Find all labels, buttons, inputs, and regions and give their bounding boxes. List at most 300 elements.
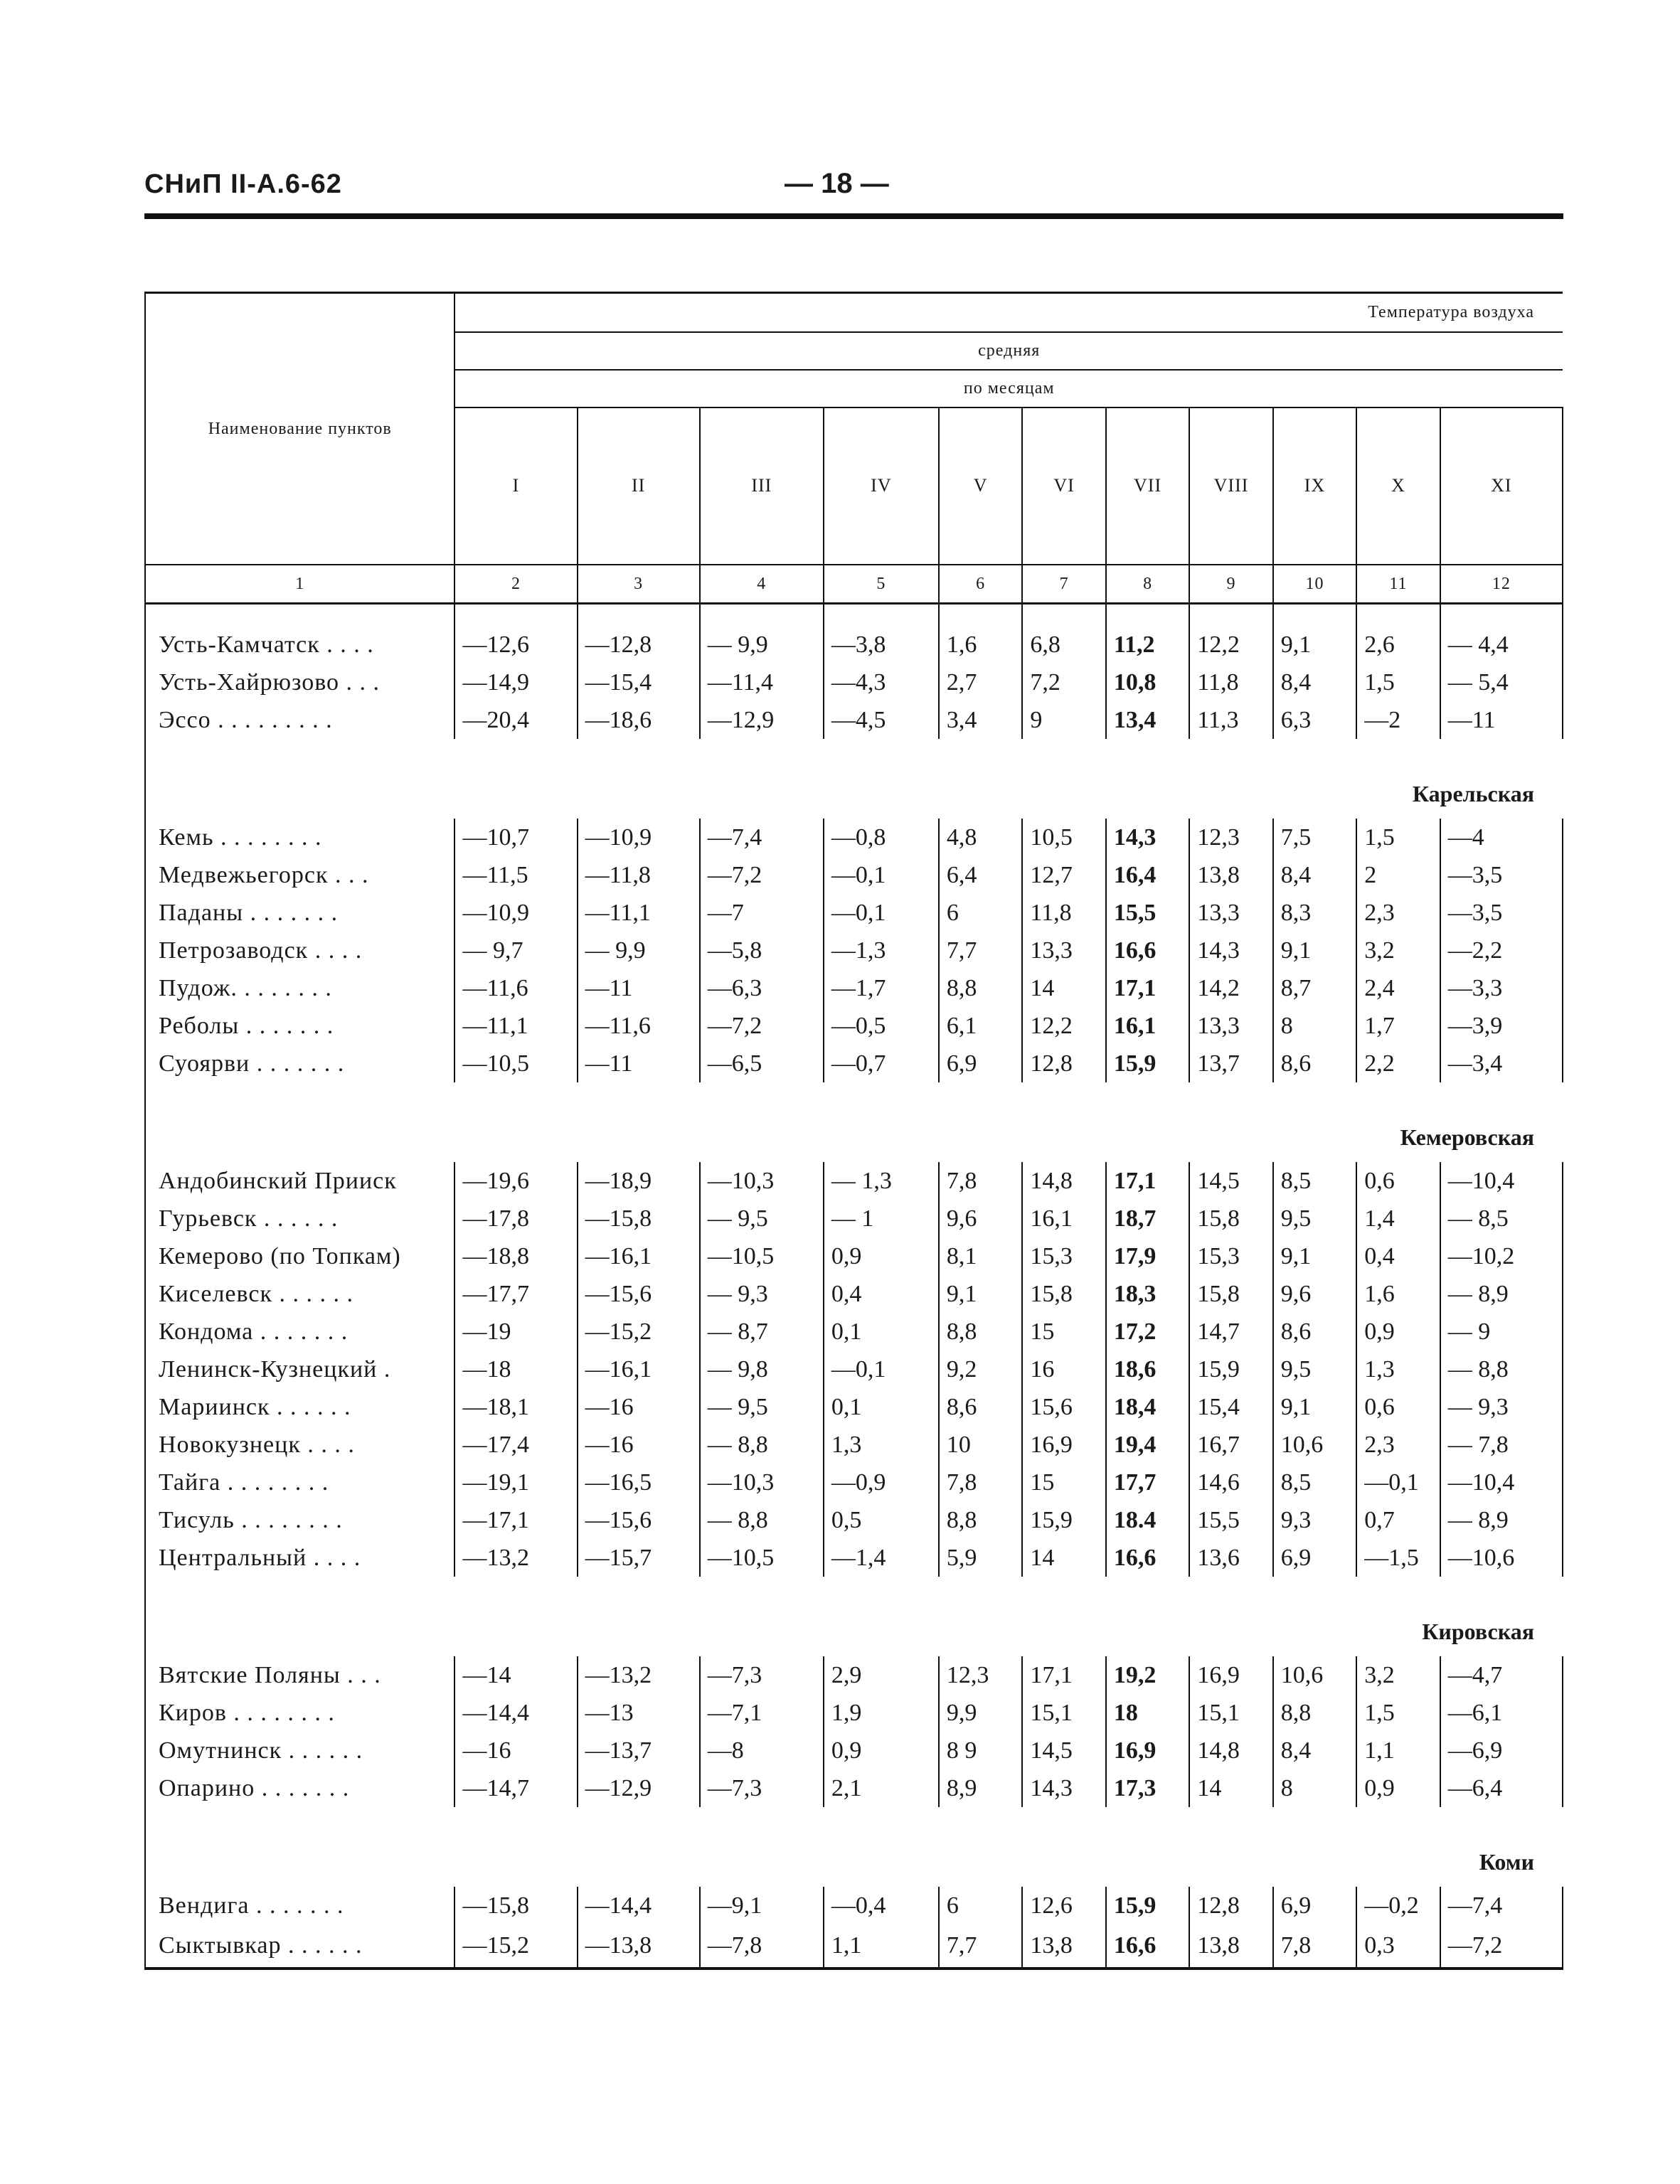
temperature-cell: 0,3: [1356, 1924, 1440, 1969]
column-number: 12: [1440, 565, 1563, 604]
temperature-cell: 14,8: [1189, 1732, 1272, 1769]
temperature-cell: 10,6: [1273, 1426, 1356, 1464]
temperature-cell: 2,4: [1356, 969, 1440, 1007]
temperature-cell: —11: [578, 969, 700, 1007]
temperature-cell: —15,6: [578, 1501, 700, 1539]
temperature-cell: 18: [1106, 1694, 1189, 1732]
temperature-cell: 13,3: [1022, 932, 1105, 969]
temperature-cell: 8,7: [1273, 969, 1356, 1007]
temperature-cell: 0,1: [824, 1313, 939, 1351]
temperature-cell: 2: [1356, 856, 1440, 894]
temperature-cell: 19,2: [1106, 1656, 1189, 1694]
temperature-cell: 15,4: [1189, 1388, 1272, 1426]
table-row: [145, 626, 1563, 664]
spacer-cell: [1440, 604, 1563, 627]
temperature-cell: —13,2: [578, 1656, 700, 1694]
temperature-cell: 8,6: [939, 1388, 1022, 1426]
temperature-cell: —20,4: [454, 701, 577, 739]
temperature-cell: 11,8: [1189, 664, 1272, 701]
temperature-cell: —10,5: [454, 1045, 577, 1082]
temperature-cell: —14,9: [454, 664, 577, 701]
temperature-cell: 16,9: [1106, 1732, 1189, 1769]
temperature-cell: 2,2: [1356, 1045, 1440, 1082]
month-header: II: [578, 407, 700, 565]
temperature-cell: —0,7: [824, 1045, 939, 1082]
temperature-cell: —6,5: [700, 1045, 824, 1082]
temperature-cell: 13,6: [1189, 1539, 1272, 1577]
temperature-cell: 15,9: [1022, 1501, 1105, 1539]
temperature-cell: 15,5: [1106, 894, 1189, 932]
temperature-cell: 18,3: [1106, 1275, 1189, 1313]
temperature-cell: 2,6: [1356, 626, 1440, 664]
temperature-cell: 0,6: [1356, 1162, 1440, 1200]
temperature-cell: —12,8: [578, 626, 700, 664]
spacer-cell: [1022, 604, 1105, 627]
spacer-cell: [1106, 604, 1189, 627]
temperature-cell: 6,9: [1273, 1539, 1356, 1577]
temperature-cell: —9,1: [700, 1887, 824, 1924]
temperature-cell: — 1,3: [824, 1162, 939, 1200]
table-row: [145, 1694, 1563, 1732]
group-header: Температура воздуха: [454, 293, 1563, 332]
temperature-cell: 10,8: [1106, 664, 1189, 701]
temperature-cell: —7,1: [700, 1694, 824, 1732]
month-header: V: [939, 407, 1022, 565]
temperature-cell: 8,5: [1273, 1162, 1356, 1200]
table-row: [145, 1732, 1563, 1769]
region-spacer-cell: [145, 1577, 454, 1656]
temperature-cell: 0,1: [824, 1388, 939, 1426]
temperature-cell: 14: [1189, 1769, 1272, 1807]
temperature-cell: 16,1: [1106, 1007, 1189, 1045]
station-name: Реболы . . . . . . .: [145, 1007, 454, 1045]
table-row: [145, 969, 1563, 1007]
temperature-cell: —6,1: [1440, 1694, 1563, 1732]
temperature-cell: —11,1: [578, 894, 700, 932]
temperature-cell: —18,1: [454, 1388, 577, 1426]
temperature-cell: 7,8: [939, 1464, 1022, 1501]
temperature-cell: — 5,4: [1440, 664, 1563, 701]
temperature-cell: —6,3: [700, 969, 824, 1007]
temperature-cell: — 8,7: [700, 1313, 824, 1351]
temperature-cell: 2,3: [1356, 1426, 1440, 1464]
temperature-cell: 9,5: [1273, 1351, 1356, 1388]
temperature-cell: 6,1: [939, 1007, 1022, 1045]
temperature-cell: —12,6: [454, 626, 577, 664]
column-number: 4: [700, 565, 824, 604]
temperature-cell: 8: [1273, 1769, 1356, 1807]
temperature-cell: 1,9: [824, 1694, 939, 1732]
temperature-cell: —15,4: [578, 664, 700, 701]
temperature-cell: 12,8: [1022, 1045, 1105, 1082]
temperature-cell: 14,3: [1189, 932, 1272, 969]
temperature-cell: —7,4: [700, 819, 824, 856]
table-row: [145, 1924, 1563, 1969]
table-row: [145, 1501, 1563, 1539]
temperature-cell: 16,6: [1106, 1924, 1189, 1969]
temperature-cell: —17,4: [454, 1426, 577, 1464]
temperature-cell: — 8,9: [1440, 1275, 1563, 1313]
temperature-cell: 9,2: [939, 1351, 1022, 1388]
temperature-cell: — 9,3: [700, 1275, 824, 1313]
table-row: [145, 1887, 1563, 1924]
spacer-cell: [700, 604, 824, 627]
spacer-cell: [145, 604, 454, 627]
month-header: VIII: [1189, 407, 1272, 565]
column-number: 9: [1189, 565, 1272, 604]
temperature-cell: —3,5: [1440, 894, 1563, 932]
temperature-cell: —10,3: [700, 1464, 824, 1501]
month-header: IX: [1273, 407, 1356, 565]
temperature-cell: 13,8: [1189, 1924, 1272, 1969]
temperature-cell: — 9: [1440, 1313, 1563, 1351]
temperature-cell: — 8,9: [1440, 1501, 1563, 1539]
temperature-cell: 15,8: [1189, 1200, 1272, 1237]
temperature-cell: 18.4: [1106, 1501, 1189, 1539]
station-name: Вятские Поляны . . .: [145, 1656, 454, 1694]
column-number: 10: [1273, 565, 1356, 604]
station-name: Кемерово (по Топкам): [145, 1237, 454, 1275]
table-row: [145, 856, 1563, 894]
temperature-cell: 6,4: [939, 856, 1022, 894]
table-row: [145, 1200, 1563, 1237]
station-name: Тайга . . . . . . . .: [145, 1464, 454, 1501]
temperature-cell: 14: [1022, 1539, 1105, 1577]
month-header: IV: [824, 407, 939, 565]
temperature-cell: 17,1: [1106, 969, 1189, 1007]
temperature-cell: 16,6: [1106, 932, 1189, 969]
temperature-cell: 3,2: [1356, 932, 1440, 969]
temperature-cell: 12,6: [1022, 1887, 1105, 1924]
temperature-cell: —1,4: [824, 1539, 939, 1577]
temperature-cell: 6: [939, 894, 1022, 932]
temperature-cell: 4,8: [939, 819, 1022, 856]
temperature-cell: 16,4: [1106, 856, 1189, 894]
temperature-cell: 14: [1022, 969, 1105, 1007]
temperature-cell: 1,1: [1356, 1732, 1440, 1769]
temperature-cell: 2,7: [939, 664, 1022, 701]
temperature-cell: 0,9: [1356, 1769, 1440, 1807]
temperature-cell: 16,1: [1022, 1200, 1105, 1237]
temperature-cell: 13,3: [1189, 1007, 1272, 1045]
station-name: Омутнинск . . . . . .: [145, 1732, 454, 1769]
temperature-cell: 15,8: [1022, 1275, 1105, 1313]
temperature-cell: —6,9: [1440, 1732, 1563, 1769]
temperature-cell: 14,5: [1022, 1732, 1105, 1769]
temperature-cell: 8 9: [939, 1732, 1022, 1769]
temperature-cell: 14,6: [1189, 1464, 1272, 1501]
temperature-cell: —15,8: [578, 1200, 700, 1237]
table-row: [145, 1045, 1563, 1082]
temperature-cell: 1,1: [824, 1924, 939, 1969]
station-name: Медвежьегорск . . .: [145, 856, 454, 894]
temperature-cell: —10,7: [454, 819, 577, 856]
temperature-table: [144, 292, 1563, 1970]
name-column-header: Наименование пунктов: [145, 293, 454, 565]
table-row: [145, 1464, 1563, 1501]
temperature-cell: —19,6: [454, 1162, 577, 1200]
temperature-cell: — 7,8: [1440, 1426, 1563, 1464]
temperature-cell: 0,9: [824, 1732, 939, 1769]
temperature-cell: 1,4: [1356, 1200, 1440, 1237]
temperature-cell: —16,1: [578, 1237, 700, 1275]
temperature-cell: —4,7: [1440, 1656, 1563, 1694]
header-rule: [144, 213, 1563, 219]
month-header: X: [1356, 407, 1440, 565]
region-row: [145, 1807, 1563, 1887]
temperature-cell: 14,8: [1022, 1162, 1105, 1200]
temperature-cell: 18,6: [1106, 1351, 1189, 1388]
temperature-cell: 10: [939, 1426, 1022, 1464]
spacer-cell: [1189, 604, 1272, 627]
temperature-cell: —3,8: [824, 626, 939, 664]
temperature-cell: 14,3: [1022, 1769, 1105, 1807]
temperature-cell: 0,7: [1356, 1501, 1440, 1539]
table-row: [145, 1769, 1563, 1807]
temperature-cell: —13,2: [454, 1539, 577, 1577]
temperature-cell: 1,5: [1356, 664, 1440, 701]
station-name: Новокузнецк . . . .: [145, 1426, 454, 1464]
temperature-cell: 16,6: [1106, 1539, 1189, 1577]
temperature-cell: —16: [578, 1388, 700, 1426]
temperature-cell: —10,5: [700, 1539, 824, 1577]
temperature-cell: —18,6: [578, 701, 700, 739]
temperature-cell: 16: [1022, 1351, 1105, 1388]
temperature-cell: — 9,8: [700, 1351, 824, 1388]
temperature-cell: —14,7: [454, 1769, 577, 1807]
temperature-cell: —17,1: [454, 1501, 577, 1539]
temperature-cell: 8,8: [939, 1313, 1022, 1351]
temperature-cell: 14,5: [1189, 1162, 1272, 1200]
temperature-cell: —5,8: [700, 932, 824, 969]
temperature-cell: 14,7: [1189, 1313, 1272, 1351]
temperature-cell: —15,8: [454, 1887, 577, 1924]
spacer-cell: [578, 604, 700, 627]
column-number: 11: [1356, 565, 1440, 604]
temperature-cell: —3,5: [1440, 856, 1563, 894]
page-header: [144, 169, 1567, 212]
temperature-cell: —13,8: [578, 1924, 700, 1969]
temperature-cell: 18,7: [1106, 1200, 1189, 1237]
temperature-cell: —11: [1440, 701, 1563, 739]
station-name: Пудож. . . . . . . .: [145, 969, 454, 1007]
temperature-cell: —11,5: [454, 856, 577, 894]
temperature-cell: —8: [700, 1732, 824, 1769]
temperature-cell: 9,6: [939, 1200, 1022, 1237]
temperature-cell: —7,2: [700, 1007, 824, 1045]
temperature-cell: —0,4: [824, 1887, 939, 1924]
temperature-cell: —6,4: [1440, 1769, 1563, 1807]
temperature-cell: 8,8: [939, 969, 1022, 1007]
temperature-cell: 15,6: [1022, 1388, 1105, 1426]
temperature-cell: 3,2: [1356, 1656, 1440, 1694]
spacer-row: [145, 604, 1563, 627]
temperature-cell: —10,9: [454, 894, 577, 932]
temperature-cell: 10,5: [1022, 819, 1105, 856]
temperature-cell: 11,2: [1106, 626, 1189, 664]
temperature-cell: — 8,5: [1440, 1200, 1563, 1237]
temperature-cell: 15,9: [1189, 1351, 1272, 1388]
temperature-cell: —7,3: [700, 1656, 824, 1694]
table-row: [145, 1388, 1563, 1426]
temperature-cell: 15,9: [1106, 1045, 1189, 1082]
temperature-cell: 7,8: [939, 1162, 1022, 1200]
temperature-cell: 8,4: [1273, 1732, 1356, 1769]
temperature-cell: 12,2: [1189, 626, 1272, 664]
temperature-cell: 9: [1022, 701, 1105, 739]
temperature-cell: —11,8: [578, 856, 700, 894]
month-header: III: [700, 407, 824, 565]
temperature-cell: 3,4: [939, 701, 1022, 739]
temperature-cell: —15,2: [454, 1924, 577, 1969]
station-name: Кемь . . . . . . . .: [145, 819, 454, 856]
temperature-cell: —7,4: [1440, 1887, 1563, 1924]
temperature-table-wrap: [144, 292, 1563, 1970]
temperature-cell: —3,9: [1440, 1007, 1563, 1045]
temperature-cell: —19,1: [454, 1464, 577, 1501]
temperature-cell: 1,7: [1356, 1007, 1440, 1045]
temperature-cell: —16,1: [578, 1351, 700, 1388]
temperature-cell: — 9,3: [1440, 1388, 1563, 1426]
temperature-cell: 9,1: [1273, 1388, 1356, 1426]
temperature-cell: — 8,8: [1440, 1351, 1563, 1388]
table-row: [145, 932, 1563, 969]
temperature-cell: 17,9: [1106, 1237, 1189, 1275]
spacer-cell: [1356, 604, 1440, 627]
station-name: Мариинск . . . . . .: [145, 1388, 454, 1426]
temperature-cell: 15: [1022, 1464, 1105, 1501]
temperature-cell: 14,3: [1106, 819, 1189, 856]
temperature-cell: — 8,8: [700, 1501, 824, 1539]
temperature-cell: —0,1: [824, 856, 939, 894]
temperature-cell: —14,4: [454, 1694, 577, 1732]
temperature-cell: 14,2: [1189, 969, 1272, 1007]
temperature-cell: —2: [1356, 701, 1440, 739]
column-number: 5: [824, 565, 939, 604]
temperature-cell: 0,5: [824, 1501, 939, 1539]
sub-sub-header: по месяцам: [454, 370, 1563, 407]
temperature-cell: —11: [578, 1045, 700, 1082]
temperature-cell: —0,9: [824, 1464, 939, 1501]
temperature-cell: 16,9: [1189, 1656, 1272, 1694]
temperature-cell: 7,5: [1273, 819, 1356, 856]
temperature-cell: —11,6: [454, 969, 577, 1007]
temperature-cell: —16: [578, 1426, 700, 1464]
spacer-cell: [454, 604, 577, 627]
temperature-cell: —14,4: [578, 1887, 700, 1924]
temperature-cell: 12,3: [1189, 819, 1272, 856]
sub-header: средняя: [454, 332, 1563, 370]
temperature-cell: 16,9: [1022, 1426, 1105, 1464]
temperature-cell: —10,5: [700, 1237, 824, 1275]
temperature-cell: 9,1: [1273, 626, 1356, 664]
column-number: 1: [145, 565, 454, 604]
temperature-cell: — 8,8: [700, 1426, 824, 1464]
temperature-cell: —7,3: [700, 1769, 824, 1807]
temperature-cell: 17,1: [1022, 1656, 1105, 1694]
station-name: Андобинский Прииск: [145, 1162, 454, 1200]
temperature-cell: 8,1: [939, 1237, 1022, 1275]
temperature-cell: —14: [454, 1656, 577, 1694]
temperature-cell: 15,3: [1022, 1237, 1105, 1275]
temperature-cell: —17,7: [454, 1275, 577, 1313]
temperature-cell: — 9,9: [700, 626, 824, 664]
month-header: XI: [1440, 407, 1563, 565]
station-name: Петрозаводск . . . .: [145, 932, 454, 969]
temperature-cell: 7,7: [939, 1924, 1022, 1969]
temperature-cell: — 9,7: [454, 932, 577, 969]
table-row: [145, 1007, 1563, 1045]
temperature-cell: 12,3: [939, 1656, 1022, 1694]
table-header: [145, 293, 1563, 604]
temperature-cell: 13,7: [1189, 1045, 1272, 1082]
temperature-cell: —13: [578, 1694, 700, 1732]
temperature-cell: —19: [454, 1313, 577, 1351]
temperature-cell: — 1: [824, 1200, 939, 1237]
month-header: VI: [1022, 407, 1105, 565]
table-row: [145, 1351, 1563, 1388]
region-spacer-cell: [145, 1807, 454, 1887]
temperature-cell: —18: [454, 1351, 577, 1388]
temperature-cell: —1,7: [824, 969, 939, 1007]
temperature-cell: 17,1: [1106, 1162, 1189, 1200]
region-spacer-cell: [145, 1082, 454, 1162]
temperature-cell: —10,6: [1440, 1539, 1563, 1577]
temperature-cell: —13,7: [578, 1732, 700, 1769]
station-name: Сыктывкар . . . . . .: [145, 1924, 454, 1969]
temperature-cell: 12,8: [1189, 1887, 1272, 1924]
station-name: Вендига . . . . . . .: [145, 1887, 454, 1924]
temperature-cell: 9,6: [1273, 1275, 1356, 1313]
temperature-cell: 9,3: [1273, 1501, 1356, 1539]
column-number: 3: [578, 565, 700, 604]
spacer-cell: [824, 604, 939, 627]
station-name: Ленинск-Кузнецкий .: [145, 1351, 454, 1388]
table-row: [145, 1313, 1563, 1351]
temperature-cell: —0,1: [824, 894, 939, 932]
temperature-cell: 2,3: [1356, 894, 1440, 932]
temperature-cell: —7,2: [1440, 1924, 1563, 1969]
temperature-cell: —1,3: [824, 932, 939, 969]
temperature-cell: 9,5: [1273, 1200, 1356, 1237]
temperature-cell: 6,8: [1022, 626, 1105, 664]
temperature-cell: 8,6: [1273, 1313, 1356, 1351]
column-number: 2: [454, 565, 577, 604]
temperature-cell: 1,6: [1356, 1275, 1440, 1313]
spacer-cell: [939, 604, 1022, 627]
temperature-cell: 6,9: [1273, 1887, 1356, 1924]
station-name: Киров . . . . . . . .: [145, 1694, 454, 1732]
temperature-cell: 9,1: [1273, 932, 1356, 969]
month-header: VII: [1106, 407, 1189, 565]
temperature-cell: —4: [1440, 819, 1563, 856]
temperature-cell: 13,4: [1106, 701, 1189, 739]
temperature-cell: 13,8: [1022, 1924, 1105, 1969]
temperature-cell: 13,8: [1189, 856, 1272, 894]
station-name: Тисуль . . . . . . . .: [145, 1501, 454, 1539]
temperature-cell: —10,9: [578, 819, 700, 856]
temperature-cell: 11,8: [1022, 894, 1105, 932]
region-spacer-cell: [145, 739, 454, 819]
temperature-cell: —3,3: [1440, 969, 1563, 1007]
table-row: [145, 819, 1563, 856]
temperature-cell: 17,7: [1106, 1464, 1189, 1501]
temperature-cell: — 9,9: [578, 932, 700, 969]
table-row: [145, 1275, 1563, 1313]
region-name: Коми: [1479, 1849, 1534, 1875]
temperature-cell: 15: [1022, 1313, 1105, 1351]
temperature-cell: —0,1: [824, 1351, 939, 1388]
